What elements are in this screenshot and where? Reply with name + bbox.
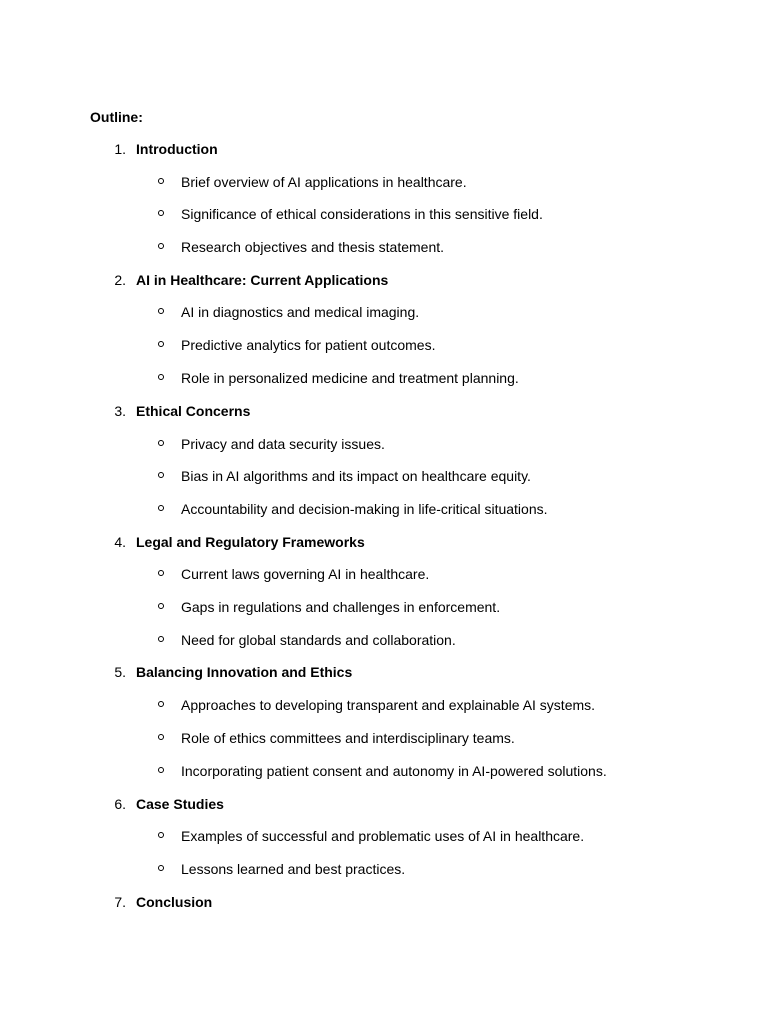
section-title: AI in Healthcare: Current Applications bbox=[136, 272, 389, 288]
bullet-text: Research objectives and thesis statement. bbox=[181, 239, 445, 255]
bullet-item bbox=[0, 369, 768, 387]
section-number: 5. bbox=[114, 664, 126, 680]
hollow-circle-bullet-icon bbox=[158, 734, 164, 740]
section-number: 6. bbox=[114, 796, 126, 812]
section-title: Conclusion bbox=[136, 894, 213, 910]
outline-heading: Outline: bbox=[90, 109, 143, 125]
section-number: 3. bbox=[114, 403, 126, 419]
bullet-text: Gaps in regulations and challenges in enforcement. bbox=[181, 599, 501, 615]
section-title: Introduction bbox=[136, 141, 218, 157]
section-title: Balancing Innovation and Ethics bbox=[136, 664, 353, 680]
bullet-text: Approaches to developing transparent and explainable AI systems. bbox=[181, 697, 596, 713]
hollow-circle-bullet-icon bbox=[158, 472, 164, 478]
bullet-text: Significance of ethical considerations in this sensitive field. bbox=[181, 206, 543, 222]
bullet-text: Incorporating patient consent and autonomy in AI-powered solutions. bbox=[181, 763, 607, 779]
bullet-text: Bias in AI algorithms and its impact on healthcare equity. bbox=[181, 468, 531, 484]
bullet-text: Lessons learned and best practices. bbox=[181, 861, 406, 877]
bullet-item bbox=[0, 729, 768, 747]
bullet-text: Brief overview of AI applications in healthcare. bbox=[181, 174, 467, 190]
section-number: 4. bbox=[114, 534, 126, 550]
bullet-item bbox=[0, 762, 768, 780]
bullet-item bbox=[0, 205, 768, 223]
section-title: Case Studies bbox=[136, 796, 224, 812]
bullet-text: Current laws governing AI in healthcare. bbox=[181, 566, 430, 582]
bullet-item bbox=[0, 336, 768, 354]
hollow-circle-bullet-icon bbox=[158, 178, 164, 184]
hollow-circle-bullet-icon bbox=[158, 341, 164, 347]
hollow-circle-bullet-icon bbox=[158, 243, 164, 249]
section-number: 7. bbox=[114, 894, 126, 910]
bullet-text: Predictive analytics for patient outcomes. bbox=[181, 337, 436, 353]
bullet-text: Examples of successful and problematic uses of AI in healthcare. bbox=[181, 828, 585, 844]
hollow-circle-bullet-icon bbox=[158, 374, 164, 380]
hollow-circle-bullet-icon bbox=[158, 767, 164, 773]
section-heading bbox=[0, 271, 768, 289]
hollow-circle-bullet-icon bbox=[158, 505, 164, 511]
section-title: Legal and Regulatory Frameworks bbox=[136, 534, 365, 550]
bullet-item bbox=[0, 435, 768, 453]
hollow-circle-bullet-icon bbox=[158, 636, 164, 642]
bullet-item bbox=[0, 631, 768, 649]
section-number: 1. bbox=[114, 141, 126, 157]
hollow-circle-bullet-icon bbox=[158, 210, 164, 216]
bullet-text: Privacy and data security issues. bbox=[181, 436, 385, 452]
section-heading bbox=[0, 795, 768, 813]
bullet-text: Need for global standards and collaboration. bbox=[181, 632, 456, 648]
section-title: Ethical Concerns bbox=[136, 403, 251, 419]
bullet-text: Role in personalized medicine and treatment planning. bbox=[181, 370, 519, 386]
hollow-circle-bullet-icon bbox=[158, 701, 164, 707]
section-heading bbox=[0, 140, 768, 158]
section-heading bbox=[0, 533, 768, 551]
bullet-item bbox=[0, 500, 768, 518]
section-heading bbox=[0, 663, 768, 681]
bullet-item bbox=[0, 827, 768, 845]
hollow-circle-bullet-icon bbox=[158, 832, 164, 838]
section-number: 2. bbox=[114, 272, 126, 288]
bullet-item bbox=[0, 238, 768, 256]
hollow-circle-bullet-icon bbox=[158, 308, 164, 314]
bullet-text: Accountability and decision-making in life-critical situations. bbox=[181, 501, 548, 517]
bullet-item bbox=[0, 598, 768, 616]
section-heading bbox=[0, 402, 768, 420]
hollow-circle-bullet-icon bbox=[158, 570, 164, 576]
bullet-item bbox=[0, 467, 768, 485]
bullet-item bbox=[0, 173, 768, 191]
bullet-text: Role of ethics committees and interdisciplinary teams. bbox=[181, 730, 515, 746]
bullet-item bbox=[0, 696, 768, 714]
bullet-item bbox=[0, 565, 768, 583]
hollow-circle-bullet-icon bbox=[158, 440, 164, 446]
bullet-text: AI in diagnostics and medical imaging. bbox=[181, 304, 420, 320]
bullet-item bbox=[0, 860, 768, 878]
section-heading bbox=[0, 893, 768, 911]
hollow-circle-bullet-icon bbox=[158, 865, 164, 871]
bullet-item bbox=[0, 303, 768, 321]
hollow-circle-bullet-icon bbox=[158, 603, 164, 609]
